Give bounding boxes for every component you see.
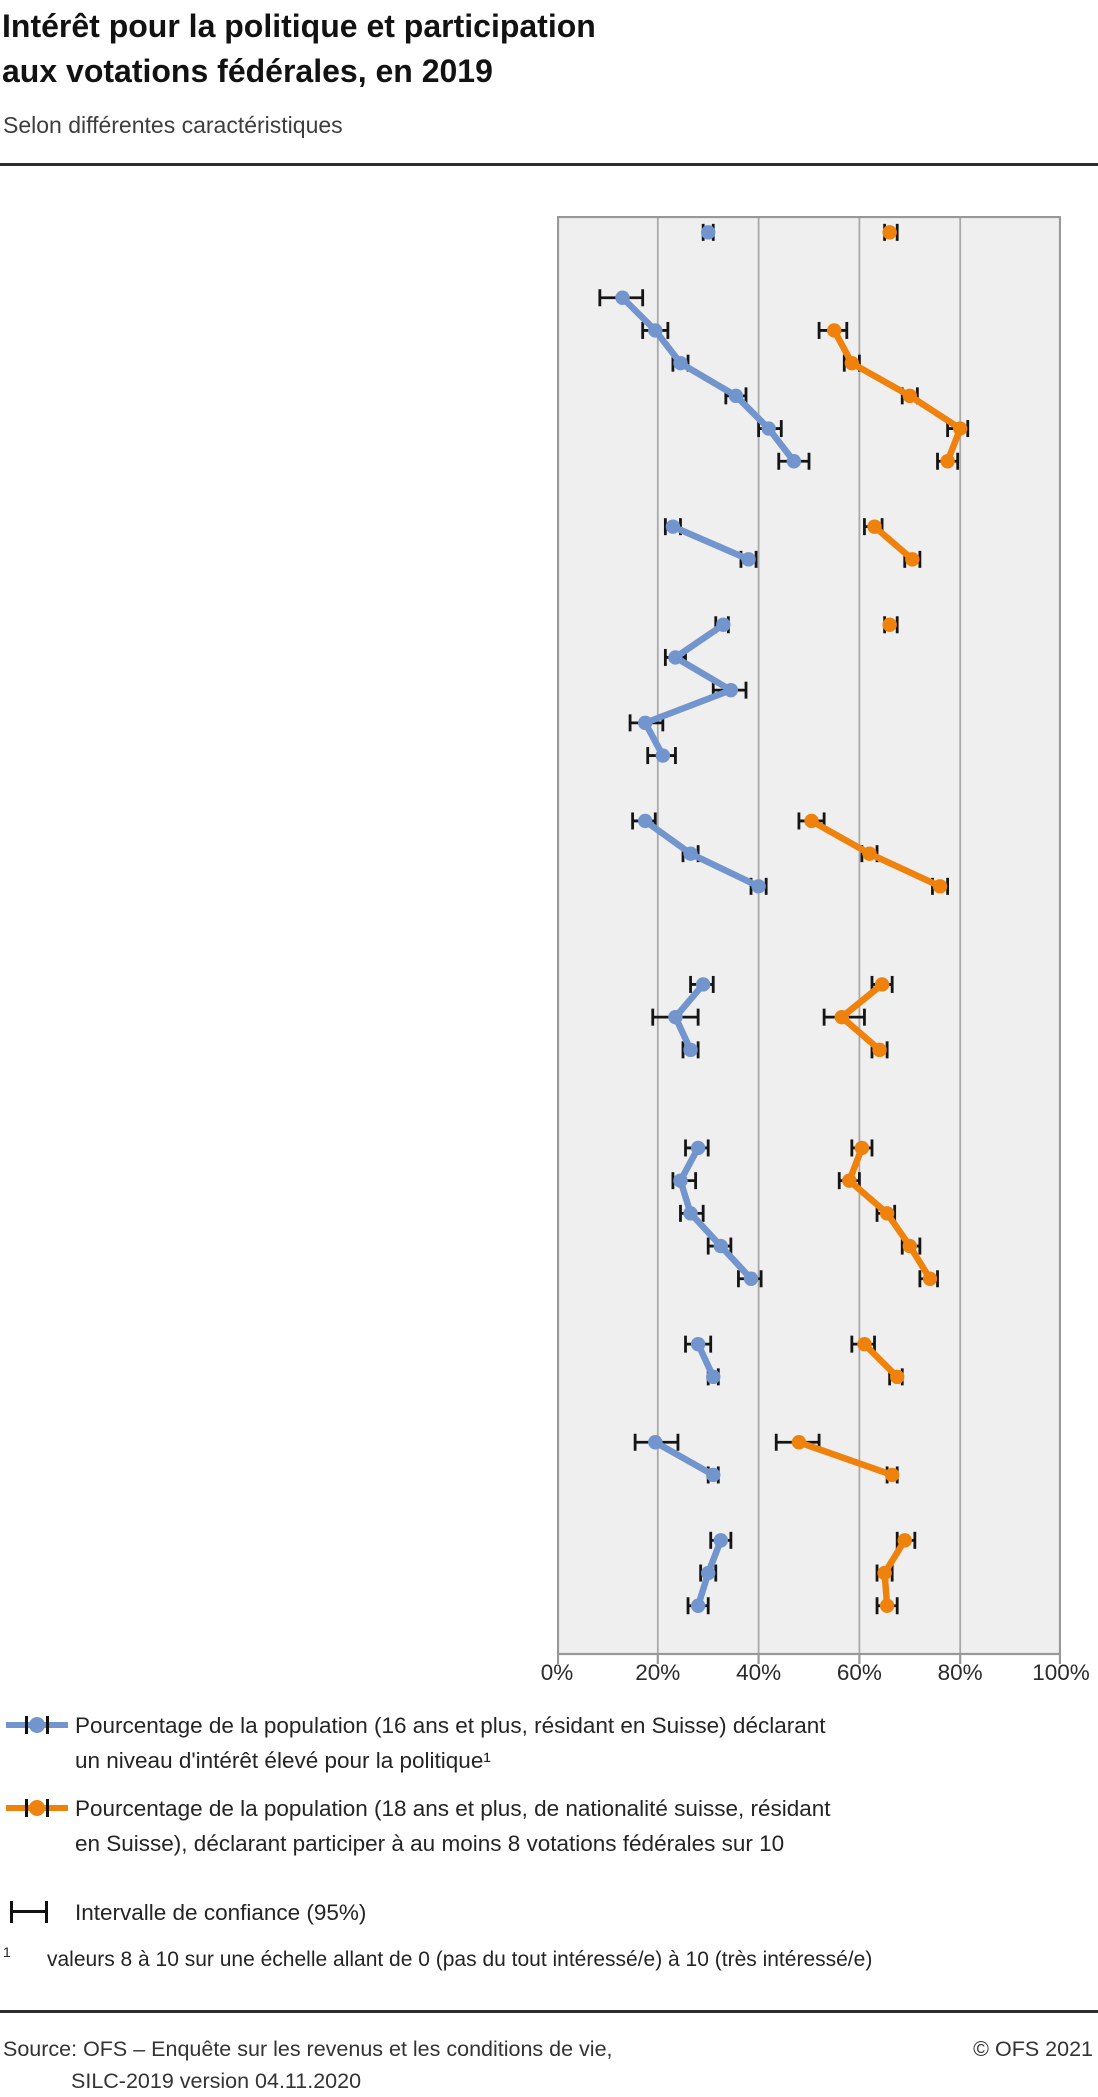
ci-cap-icon [25, 1716, 28, 1734]
legend-label-participation [75, 1791, 1095, 1861]
copyright: © OFS 2021 [973, 2037, 1093, 2061]
footnote-text: valeurs 8 à 10 sur une échelle allant de 0 (pas du tout intéressé/e) à 10 (très intéressé/e) [47, 1948, 873, 1971]
plot-svg [557, 216, 1061, 1668]
x-axis-tick-40%: 40% [736, 1660, 782, 1685]
ci-cap-icon [46, 1716, 49, 1734]
legend-label-interest [75, 1708, 1095, 1778]
ci-cap-icon [46, 1799, 49, 1817]
source-line-2: SILC-2019 version 04.11.2020 [71, 2069, 362, 2093]
legend-label-ci [75, 1895, 1095, 1930]
x-axis-tick-20%: 20% [635, 1660, 681, 1685]
footnote-marker: 1 [3, 1944, 11, 1960]
title-line-2: aux votations fédérales, en 2019 [2, 53, 493, 89]
top-divider [0, 163, 1098, 166]
title-line-1: Intérêt pour la politique et participation [2, 8, 596, 44]
source-line-1: Source: OFS – Enquête sur les revenus et les conditions de vie, [3, 2037, 613, 2061]
legend-interest-line1: Pourcentage de la population (16 ans et plus, résidant en Suisse) déclarant [75, 1713, 826, 1738]
legend-participation-line1: Pourcentage de la population (18 ans et plus, de nationalité suisse, résidant [75, 1796, 831, 1821]
legend-interest-line2: un niveau d'intérêt élevé pour la politique¹ [75, 1748, 491, 1773]
legend-swatch-interest [6, 1712, 68, 1738]
page-title [2, 4, 596, 94]
legend-dot-blue [29, 1717, 45, 1733]
bottom-divider [0, 2010, 1098, 2013]
plot-area [557, 216, 1061, 1668]
x-axis-tick-100%: 100% [1032, 1660, 1090, 1685]
confidence-interval-icon [10, 1901, 48, 1923]
subtitle: Selon différentes caractéristiques [3, 112, 343, 138]
legend-participation-line2: en Suisse), déclarant participer à au moins 8 votations fédérales sur 10 [75, 1831, 785, 1856]
legend-swatch-participation [6, 1795, 68, 1821]
legend-dot-orange [29, 1800, 45, 1816]
ci-cap-icon [25, 1799, 28, 1817]
x-axis-tick-0%: 0% [540, 1660, 574, 1685]
x-axis-tick-60%: 60% [836, 1660, 882, 1685]
ci-label: Intervalle de confiance (95%) [75, 1900, 367, 1925]
x-axis-tick-80%: 80% [937, 1660, 983, 1685]
